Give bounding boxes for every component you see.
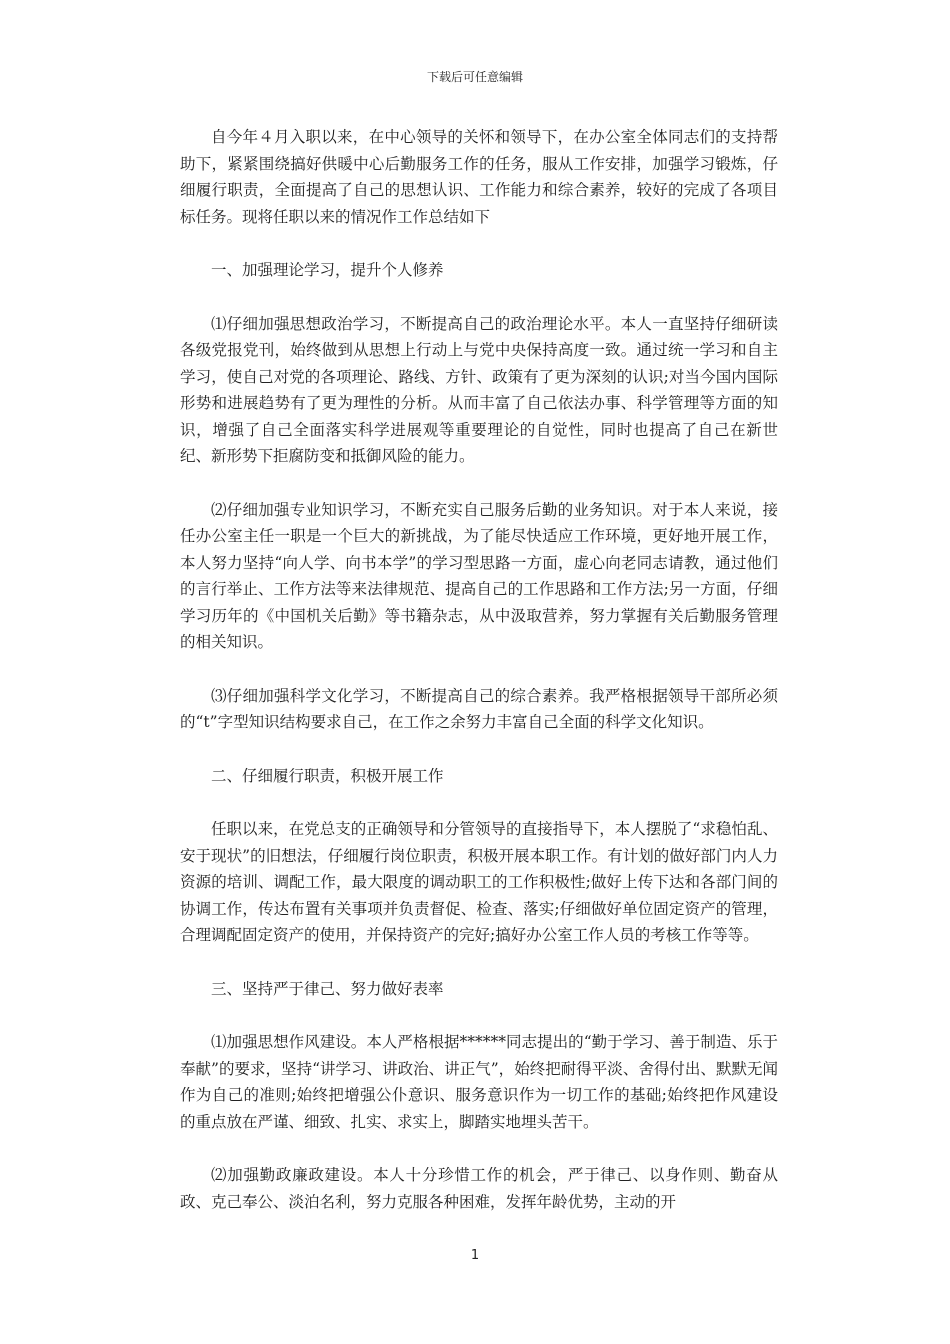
paragraph-1-1: ⑴仔细加强思想政治学习，不断提高自己的政治理论水平。本人一直坚持仔细研读各级党报党刊，始终做到从思想上行动上与党中央保持高度一致。通过统一学习和自主学习，使自己对党的各项理论、路线、方针、政策有了更为深刻的认识;对当今国内国际形势和进展趋势有了更为理性的分析。从而丰富了自己依法办事、科学管理等方面的知识，增强了自己全面落实科学进展观等重要理论的自觉性，同时也提高了自己在新世纪、新形势下拒腐防变和抵御风险的能力。 [180, 314, 778, 465]
paragraph-2-1: 任职以来，在党总支的正确领导和分管领导的直接指导下，本人摆脱了“求稳怕乱、安于现状”的旧想法，仔细履行岗位职责，积极开展本职工作。有计划的做好部门内人力资源的培训、调配工作，最大限度的调动职工的工作积极性;做好上传下达和各部门间的协调工作，传达布置有关事项并负责督促、检查、落实;仔细做好单位固定资产的管理，合理调配固定资产的使用，并保持资产的完好;搞好办公室工作人员的考核工作等等。 [180, 820, 778, 944]
paragraph-3-1: ⑴加强思想作风建设。本人严格根据******同志提出的“勤于学习、善于制造、乐于奉献”的要求，坚持“讲学习、讲政治、讲正气”，始终把耐得平淡、舍得付出、默默无闻作为自己的准则;始终把增强公仆意识、服务意识作为一切工作的基础;始终把作风建设的重点放在严谨、细致、扎实、求实上，脚踏实地埋头苦干。 [180, 1033, 778, 1131]
document-body [180, 124, 778, 1242]
section-heading-3: 三、坚持严于律己、努力做好表率 [211, 979, 444, 998]
paragraph-3-2: ⑵加强勤政廉政建设。本人十分珍惜工作的机会，严于律己、以身作则、勤奋从政、克己奉公、淡泊名利，努力克服各种困难，发挥年龄优势，主动的开 [180, 1166, 778, 1211]
page-number: 1 [470, 1248, 480, 1263]
section-heading-2: 二、仔细履行职责，积极开展工作 [211, 766, 444, 785]
intro-paragraph: 自今年４月入职以来，在中心领导的关怀和领导下，在办公室全体同志们的支持帮助下，紧紧围绕搞好供暖中心后勤服务工作的任务，服从工作安排，加强学习锻炼，仔细履行职责，全面提高了自己的思想认识、工作能力和综合素养，较好的完成了各项目标任务。现将任职以来的情况作工作总结如下 [180, 128, 778, 226]
page-header: 下载后可任意编辑 [426, 70, 523, 84]
section-heading-1: 一、加强理论学习，提升个人修养 [211, 261, 444, 279]
paragraph-1-2: ⑵仔细加强专业知识学习，不断充实自己服务后勤的业务知识。对于本人来说，接任办公室主任一职是一个巨大的新挑战，为了能尽快适应工作环境，更好地开展工作，本人努力坚持“向人学、向书本学”的学习型思路一方面，虚心向老同志请教，通过他们的言行举止、工作方法等来法律规范、提高自己的工作思路和工作方法;另一方面，仔细学习历年的《中国机关后勤》等书籍杂志，从中汲取营养，努力掌握有关后勤服务管理的相关知识。 [180, 500, 778, 651]
paragraph-1-3: ⑶仔细加强科学文化学习，不断提高自己的综合素养。我严格根据领导干部所必须的“t”字型知识结构要求自己，在工作之余努力丰富自己全面的科学文化知识。 [180, 686, 778, 731]
